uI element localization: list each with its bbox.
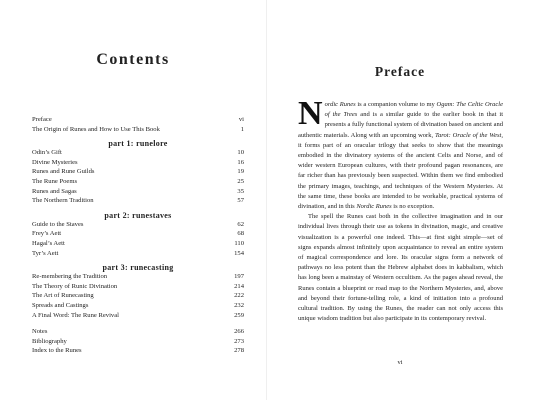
body-text: is no exception. [391,203,435,211]
toc-entry-label: Odin’s Gift [32,149,62,157]
toc-spacer [32,322,244,329]
book-title-text: Tarot: Oracle of the West, [434,131,503,139]
toc-entry-label: Hagal’s Aett [32,239,65,247]
toc-entry[interactable] [32,348,244,358]
toc-entry-label: Runes and Sagas [32,187,77,195]
toc-entry-label: Preface [32,116,52,123]
toc-entry-page: 266 [234,328,244,336]
page-number: vi [397,359,403,366]
toc-entry-page: 57 [237,197,244,205]
toc-entry-label: A Final Word: The Rune Revival [32,311,119,319]
toc-entry-page: 154 [234,249,244,257]
book-title-text: ordic Runes [324,101,356,108]
toc-entry[interactable] [32,251,244,261]
toc-entry[interactable] [32,222,244,232]
toc-entry-page: 214 [234,282,244,290]
toc-entry-label: The Art of Runecasting [32,292,94,300]
toc-entry-page: 278 [234,347,244,355]
preface-body [298,95,504,324]
toc-entry-label: Tyr’s Aett [32,249,59,257]
toc-entry-page: 1 [240,125,244,133]
toc-entry-page: 197 [234,273,244,281]
toc-entry-label: The Origin of Runes and How to Use This Book [32,125,160,133]
toc-entry[interactable] [32,241,244,251]
part-heading: part 3: runecasting [102,263,174,273]
preface-paragraph [298,95,504,212]
body-text: and is a similar guide to the earlier book in that it presents a fully functional system of divination based on ancient and authentic materials. Along with an upcoming work, [298,111,504,139]
body-text: is a companion volume to my [355,101,437,108]
contents-page [0,0,266,400]
toc-entry[interactable] [32,127,244,137]
toc-entry-page: 19 [237,168,244,176]
toc-entry-label: Runes and Rune Guilds [32,168,95,176]
toc-entry-page: 25 [237,177,244,185]
contents-title: Contents [96,51,170,68]
toc-entry-page: 273 [234,337,244,345]
toc-entry-label: Spreads and Castings [32,301,89,309]
toc-entry-page: 232 [234,301,244,309]
toc-entry-page: 16 [237,158,244,166]
toc-entry-label: Divine Mysteries [32,158,78,166]
table-of-contents [32,117,244,358]
toc-entry-label: Index to the Runes [32,347,82,355]
toc-entry-label: Bibliography [32,337,67,345]
toc-entry-page: 10 [237,149,244,157]
body-text: it forms part of an oracular trilogy that seeks to show that the meanings embodied in the divinatory systems of the ancient Celts and Norse, and of wider western European cultures, with their profound pagan resonances, are far richer than has previously been suspected. Within them we find embodied the primary images, teachings, and techniques of the Western Mysteries. At the same time, these books are intended to be workable, practical systems of divination, and in this [298,141,503,211]
book-title-text: Nordic Runes [356,203,392,211]
part-heading: part 1: runelore [108,139,168,149]
part-heading: part 2: runestaves [104,210,172,220]
toc-entry-label: The Northern Tradition [32,197,94,205]
toc-entry[interactable] [32,198,244,208]
toc-entry-page: 259 [234,311,244,319]
toc-entry-page: 222 [234,292,244,300]
toc-entry-page: 110 [234,239,244,247]
toc-entry-label: Guide to the Staves [32,220,84,228]
toc-entry-page: 68 [237,230,244,238]
toc-entry-label: The Theory of Runic Divination [32,282,118,290]
toc-entry-label: Frey’s Aett [32,230,62,238]
preface-title: Preface [374,64,426,79]
preface-page [267,0,533,400]
toc-entry-page: 62 [237,220,244,228]
toc-entry-page: 35 [237,187,244,195]
toc-entry-label: The Rune Poems [32,177,78,185]
preface-paragraph: The spell the Runes cast both in the collective imagination and in our individual lives through their use as tokens in divination, magic, and creative visualization is a powerful one indeed. This—at first sight simple—set of signs expands almost infinitely upon acquaintance to reveal an entire system of magical correspondence and lore. Its oracular signs form a network of pathways no less potent than the Hebrew alphabet does in kabbalism, which has long been a mainstay of Western occultism. As the pages ahead reveal, the Runes contain a blueprint or road map to the Northern Mysteries, and, above and beyond their fortune-telling role, a kind of initiation into a profound cultural tradition. By using the Runes, the reader can not only access this unique wisdom tradition but also participate in its contemporary revival. [298,213,503,323]
toc-entry[interactable] [32,313,244,323]
toc-entry-page: vi [238,116,244,123]
toc-entry-label: Notes [32,328,48,336]
book-title-text: Ogam: The Celtic Oracle of the Trees [324,101,503,119]
drop-cap-letter: N [298,95,323,132]
toc-entry-label: Re-membering the Tradition [32,273,108,281]
